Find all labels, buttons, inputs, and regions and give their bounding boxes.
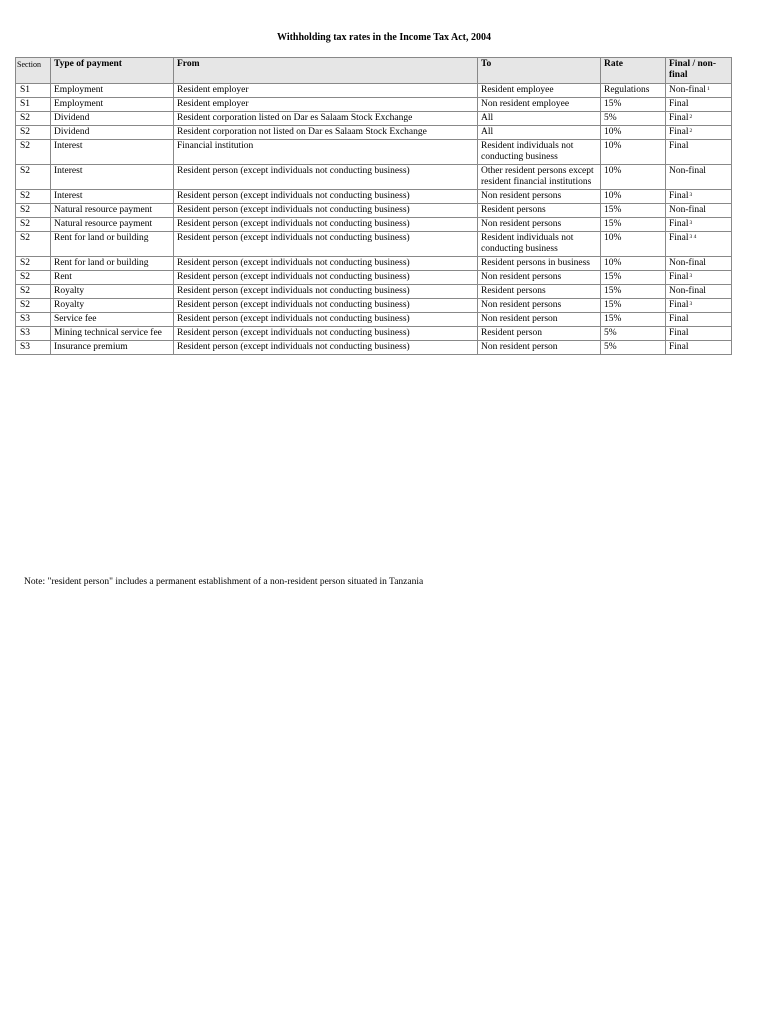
cell-from [174,232,478,257]
cell-from [174,285,478,299]
header-from: From [174,58,478,84]
cell-from [174,218,478,232]
cell-type-of-payment-text: Service fee [54,314,97,324]
cell-rate [601,257,666,271]
cell-final [666,285,732,299]
cell-section [16,257,51,271]
cell-type-of-payment-text: Natural resource payment [54,205,153,215]
cell-rate [601,313,666,327]
cell-to-text: Non resident persons [481,272,562,282]
cell-type-of-payment-text: Interest [54,166,83,176]
cell-final [666,140,732,165]
cell-rate [601,285,666,299]
cell-type-of-payment [51,341,174,355]
cell-final-text: Non-final [669,166,706,176]
table-row [16,327,732,341]
cell-to [478,190,601,204]
cell-rate-text: 10% [604,258,622,268]
cell-section [16,140,51,165]
footnote-marker: 3 [689,273,693,279]
table-row [16,98,732,112]
header-section: Section [16,58,51,84]
cell-section [16,232,51,257]
cell-section [16,165,51,190]
cell-from-text: Resident person (except individuals not conducting business) [177,166,410,176]
cell-rate [601,165,666,190]
withholding-tax-table [15,57,732,355]
cell-rate-text: 5% [604,113,617,123]
cell-from [174,112,478,126]
cell-type-of-payment-text: Rent [54,272,72,282]
cell-final [666,327,732,341]
cell-final-text: Final [669,113,689,123]
cell-type-of-payment-text: Interest [54,191,83,201]
cell-type-of-payment [51,204,174,218]
footnote-text: Note: "resident person" includes a permanent establishment of a non-resident person situated in Tanzania [24,577,424,587]
cell-section [16,98,51,112]
cell-rate [601,190,666,204]
cell-final-text: Final [669,300,689,310]
cell-type-of-payment-text: Employment [54,85,104,95]
footnote-marker: 3 [689,301,693,307]
cell-section [16,112,51,126]
cell-from [174,257,478,271]
cell-to-text: Non resident persons [481,300,562,310]
cell-final [666,190,732,204]
cell-from-text: Resident person (except individuals not conducting business) [177,219,410,229]
cell-final-text: Final [669,328,689,338]
cell-rate [601,341,666,355]
cell-rate-text: 15% [604,205,622,215]
footnote-marker: 3 [689,192,693,198]
cell-section [16,341,51,355]
cell-section-text: S2 [20,233,31,243]
cell-to [478,299,601,313]
footnote-marker: 3 [689,220,693,226]
table-body [16,84,732,355]
table-row [16,232,732,257]
cell-from [174,341,478,355]
cell-to-text: Resident persons in business [481,258,590,268]
cell-rate [601,140,666,165]
cell-section-text: S2 [20,141,31,151]
cell-final-text: Non-final [669,286,706,296]
cell-to [478,165,601,190]
footnote-marker: 2 [689,114,693,120]
cell-to [478,140,601,165]
cell-section [16,190,51,204]
cell-final-text: Final [669,127,689,137]
cell-type-of-payment [51,165,174,190]
cell-to [478,232,601,257]
cell-from [174,313,478,327]
cell-section-text: S2 [20,127,31,137]
cell-type-of-payment [51,232,174,257]
cell-rate-text: 15% [604,314,622,324]
cell-section-text: S2 [20,113,31,123]
cell-from [174,140,478,165]
footnote-marker: 2 [689,128,693,134]
table-header-row [16,58,732,84]
cell-final [666,112,732,126]
cell-from-text: Resident employer [177,85,249,95]
cell-final-text: Final [669,99,689,109]
cell-rate-text: 15% [604,300,622,310]
cell-final-text: Final [669,342,689,352]
table-row [16,285,732,299]
cell-from-text: Resident corporation listed on Dar es Salaam Stock Exchange [177,113,413,123]
cell-from [174,165,478,190]
cell-final-text: Non-final [669,85,706,95]
cell-from [174,98,478,112]
cell-type-of-payment-text: Royalty [54,300,85,310]
cell-to-text: Non resident persons [481,219,562,229]
cell-final [666,165,732,190]
cell-section-text: S3 [20,342,31,352]
cell-final-text: Final [669,141,689,151]
cell-to [478,84,601,98]
cell-to [478,341,601,355]
cell-section [16,299,51,313]
cell-final-text: Final [669,314,689,324]
cell-section [16,271,51,285]
cell-from [174,126,478,140]
cell-from [174,190,478,204]
cell-to-text: Resident individuals not conducting business [481,141,574,162]
table-row [16,313,732,327]
cell-to [478,327,601,341]
cell-from-text: Resident person (except individuals not conducting business) [177,191,410,201]
cell-rate [601,126,666,140]
cell-section [16,126,51,140]
cell-final [666,126,732,140]
cell-rate [601,327,666,341]
cell-from-text: Resident person (except individuals not conducting business) [177,205,410,215]
cell-from-text: Financial institution [177,141,254,151]
cell-type-of-payment-text: Interest [54,141,83,151]
cell-section-text: S2 [20,286,31,296]
header-rate: Rate [601,58,666,84]
header-type-of-payment: Type of payment [51,58,174,84]
cell-to-text: Resident person [481,328,542,338]
cell-type-of-payment-text: Dividend [54,113,90,123]
cell-to-text: All [481,127,494,137]
cell-to [478,204,601,218]
cell-rate-text: Regulations [604,85,650,95]
cell-rate [601,299,666,313]
cell-from [174,299,478,313]
cell-type-of-payment-text: Mining technical service fee [54,328,162,338]
table-row [16,112,732,126]
cell-section-text: S2 [20,166,31,176]
cell-final-text: Non-final [669,205,706,215]
cell-type-of-payment [51,271,174,285]
cell-type-of-payment-text: Rent for land or building [54,233,149,243]
cell-to [478,313,601,327]
cell-from-text: Resident person (except individuals not conducting business) [177,314,410,324]
cell-from-text: Resident person (except individuals not conducting business) [177,328,410,338]
cell-type-of-payment [51,84,174,98]
cell-final [666,299,732,313]
cell-section-text: S2 [20,258,31,268]
cell-rate [601,232,666,257]
table-row [16,218,732,232]
cell-final [666,218,732,232]
cell-from-text: Resident person (except individuals not conducting business) [177,233,410,243]
table-row [16,165,732,190]
cell-type-of-payment-text: Natural resource payment [54,219,153,229]
cell-type-of-payment [51,140,174,165]
cell-section [16,327,51,341]
cell-rate-text: 10% [604,141,622,151]
cell-from-text: Resident person (except individuals not conducting business) [177,300,410,310]
cell-to [478,285,601,299]
cell-to-text: Resident employee [481,85,554,95]
cell-from-text: Resident person (except individuals not conducting business) [177,286,410,296]
table-row [16,271,732,285]
cell-section [16,204,51,218]
cell-type-of-payment [51,218,174,232]
cell-to-text: Non resident person [481,342,558,352]
cell-to [478,98,601,112]
cell-rate [601,98,666,112]
cell-final [666,204,732,218]
cell-final-text: Final [669,191,689,201]
cell-type-of-payment [51,98,174,112]
table-row [16,204,732,218]
cell-final [666,98,732,112]
cell-section [16,84,51,98]
cell-section-text: S2 [20,219,31,229]
cell-type-of-payment-text: Insurance premium [54,342,128,352]
cell-section-text: S2 [20,191,31,201]
cell-rate [601,271,666,285]
cell-to-text: Non resident employee [481,99,570,109]
cell-to [478,218,601,232]
cell-from-text: Resident person (except individuals not conducting business) [177,258,410,268]
cell-type-of-payment [51,112,174,126]
cell-type-of-payment-text: Employment [54,99,104,109]
table-row [16,140,732,165]
cell-section-text: S3 [20,328,31,338]
cell-final [666,84,732,98]
cell-section-text: S2 [20,205,31,215]
cell-from-text: Resident person (except individuals not conducting business) [177,342,410,352]
cell-final-text: Non-final [669,258,706,268]
cell-rate-text: 10% [604,233,622,243]
cell-section [16,218,51,232]
cell-to-text: Resident persons [481,205,546,215]
table-row [16,257,732,271]
cell-rate [601,218,666,232]
cell-section-text: S2 [20,272,31,282]
cell-to [478,126,601,140]
page-title: Withholding tax rates in the Income Tax Act, 2004 [277,32,491,43]
cell-final-text: Final [669,219,689,229]
cell-from-text: Resident employer [177,99,249,109]
cell-to-text: Non resident persons [481,191,562,201]
table-row [16,341,732,355]
cell-type-of-payment [51,285,174,299]
cell-rate-text: 5% [604,342,617,352]
cell-from [174,271,478,285]
cell-final [666,232,732,257]
cell-to [478,112,601,126]
footnote-marker: 1 [706,86,710,92]
cell-to-text: Other resident persons except resident financial institutions [481,166,594,187]
cell-to-text: Non resident person [481,314,558,324]
header-final-non-final: Final / non-final [666,58,732,84]
footnote-marker: 3 4 [689,234,697,240]
cell-section-text: S2 [20,300,31,310]
cell-to [478,271,601,285]
cell-type-of-payment [51,313,174,327]
cell-rate-text: 5% [604,328,617,338]
cell-section-text: S1 [20,85,31,95]
cell-type-of-payment-text: Rent for land or building [54,258,149,268]
cell-rate [601,112,666,126]
cell-section [16,313,51,327]
cell-from [174,327,478,341]
cell-from [174,84,478,98]
cell-to [478,257,601,271]
cell-rate [601,84,666,98]
cell-final-text: Final [669,272,689,282]
cell-section [16,285,51,299]
cell-to-text: All [481,113,494,123]
table-row [16,299,732,313]
cell-from [174,204,478,218]
cell-from-text: Resident corporation not listed on Dar es Salaam Stock Exchange [177,127,427,137]
cell-type-of-payment [51,327,174,341]
cell-rate-text: 10% [604,127,622,137]
table-row [16,126,732,140]
cell-type-of-payment [51,190,174,204]
table-row [16,84,732,98]
cell-from-text: Resident person (except individuals not conducting business) [177,272,410,282]
table-row [16,190,732,204]
cell-type-of-payment-text: Dividend [54,127,90,137]
cell-rate [601,204,666,218]
cell-final [666,271,732,285]
cell-rate-text: 15% [604,219,622,229]
cell-final [666,313,732,327]
cell-type-of-payment [51,257,174,271]
cell-type-of-payment-text: Royalty [54,286,85,296]
cell-final-text: Final [669,233,689,243]
cell-rate-text: 10% [604,166,622,176]
cell-rate-text: 15% [604,272,622,282]
cell-to-text: Resident persons [481,286,546,296]
cell-rate-text: 15% [604,286,622,296]
cell-section-text: S3 [20,314,31,324]
cell-final [666,341,732,355]
cell-to-text: Resident individuals not conducting business [481,233,574,254]
cell-rate-text: 15% [604,99,622,109]
header-to: To [478,58,601,84]
cell-type-of-payment [51,299,174,313]
cell-section-text: S1 [20,99,31,109]
cell-final [666,257,732,271]
cell-type-of-payment [51,126,174,140]
cell-rate-text: 10% [604,191,622,201]
